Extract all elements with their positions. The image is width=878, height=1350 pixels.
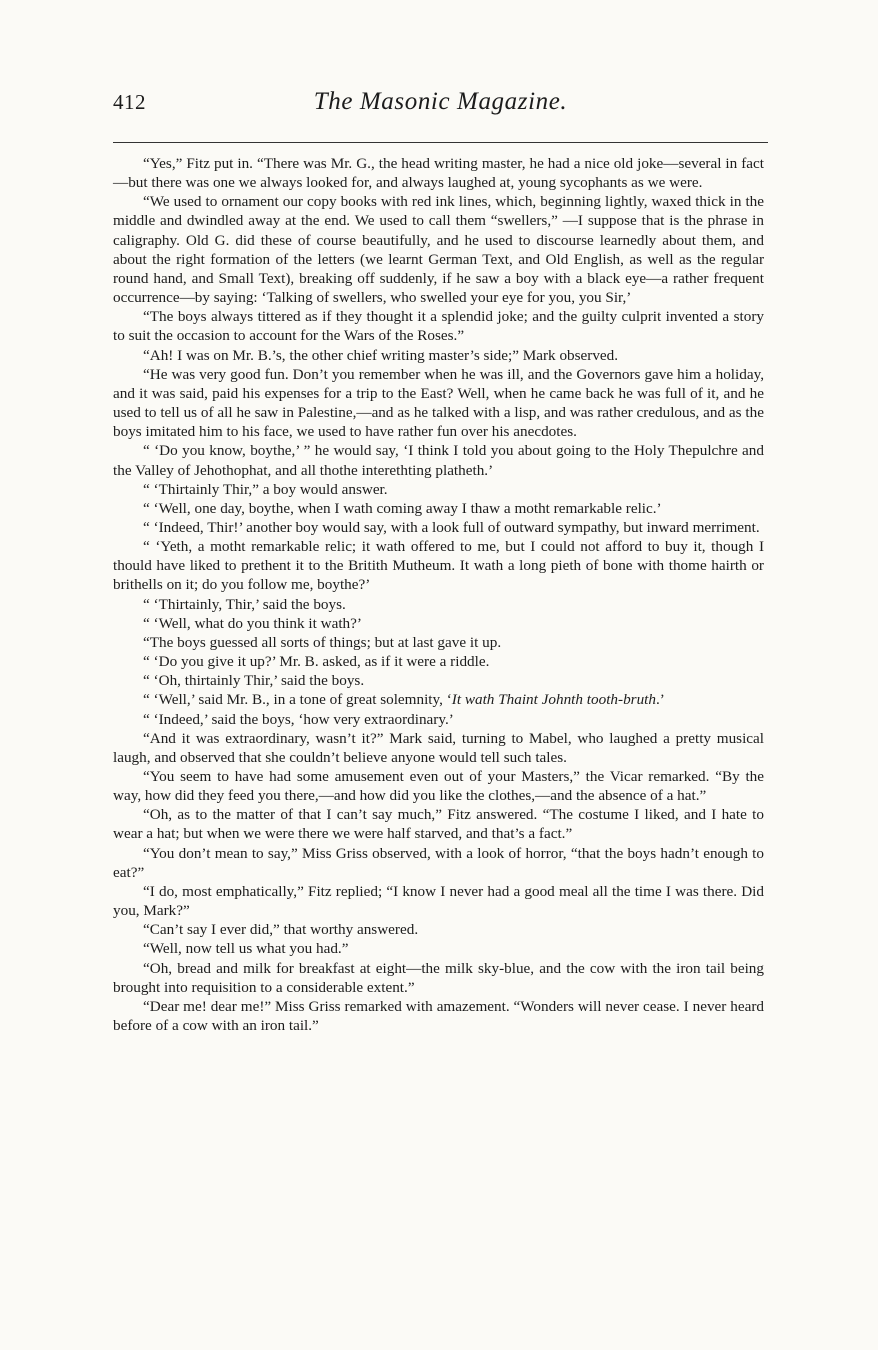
paragraph: “Ah! I was on Mr. B.’s, the other chief writing master’s side;” Mark observed. — [143, 346, 619, 364]
paragraph: “ ‘Do you know, boythe,’ ” he would say, ‘I think I told you about going to the Holy Thepulchre and the Valley of Jehothophat, and all thothe interethting platheth.’ — [113, 442, 764, 479]
paragraph: “ ‘Thirtainly, Thir,’ said the boys. — [143, 595, 346, 613]
paragraph: “ ‘Well, one day, boythe, when I wath coming away I thaw a motht remarkable relic.’ — [143, 499, 662, 517]
paragraph: “Dear me! dear me!” Miss Griss remarked with amazement. “Wonders will never cease. I never heard before of a cow with an iron tail.” — [113, 997, 764, 1035]
paragraph: “ ‘Indeed, Thir!’ another boy would say, with a look full of outward sympathy, but inward merriment. — [143, 518, 760, 536]
running-title: The Masonic Magazine. — [313, 88, 568, 115]
paragraph: “He was very good fun. Don’t you remember when he was ill, and the Governors gave him a holiday, and it was said, paid his expenses for a trip to the East? Well, when he came back he was full of it, and he used to tell us of all he saw in Palestine,—and as he talked with a lisp, and was rather credulous, and as the boys imitated him to his face, we used to have rather fun over his anecdotes. — [113, 365, 764, 441]
paragraph: “Oh, bread and milk for breakfast at eight—the milk sky-blue, and the cow with the iron tail being brought into requisition to a considerable extent.” — [113, 959, 764, 996]
paragraph: “Yes,” Fitz put in. “There was Mr. G., the head writing master, he had a nice old joke—several in fact—but there was one we always looked for, and always laughed at, young sycophants as we were. — [113, 155, 764, 192]
paragraph: “ ‘Well, what do you think it wath?’ — [143, 614, 362, 632]
paragraph: “ ‘Yeth, a motht remarkable relic; it wath offered to me, but I could not afford to buy it, though I thould have liked to prethent it to the Britith Mutheum. It wath a long pieth of bone with thome hairth or brithells on it; do you follow me, boythe?’ — [113, 538, 764, 594]
paragraph: “ ‘Do you give it up?’ Mr. B. asked, as if it were a riddle. — [143, 653, 490, 671]
header-rule — [113, 142, 768, 143]
paragraph: “ ‘Well,’ said Mr. B., in a tone of great solemnity, ‘It wath Thaint Johnth tooth-bruth.’ — [143, 691, 665, 709]
article-body — [113, 154, 764, 1035]
paragraph: “ ‘Indeed,’ said the boys, ‘how very extraordinary.’ — [143, 710, 454, 728]
paragraph: “ ‘Thirtainly Thir,” a boy would answer. — [143, 480, 388, 498]
page-number: 412 — [113, 90, 146, 114]
paragraph: “ ‘Oh, thirtainly Thir,’ said the boys. — [143, 672, 365, 690]
paragraph: “The boys always tittered as if they thought it a splendid joke; and the guilty culprit invented a story to suit the occasion to account for the Wars of the Roses.” — [113, 308, 764, 345]
page-header — [113, 90, 768, 120]
paragraph: “And it was extraordinary, wasn’t it?” Mark said, turning to Mabel, who laughed a pretty musical laugh, and observed that she couldn’t believe anyone would tell such tales. — [113, 729, 764, 766]
paragraph: “We used to ornament our copy books with red ink lines, which, beginning lightly, waxed thick in the middle and dwindled away at the end. We used to call them “swellers,” —I suppose that is the phrase in caligraphy. Old G. did these of course beautifully, and he used to discourse learnedly about them, and about the right formation of the letters (we learnt German Text, and Old English, as well as the regular round hand, and Small Text), breaking off suddenly, if he saw a boy with a black eye—a rather frequent occurrence—by saying: ‘Talking of swellers, who swelled your eye for you, you Sir,’ — [113, 193, 764, 307]
paragraph: “I do, most emphatically,” Fitz replied; “I know I never had a good meal all the time I was there. Did you, Mark?” — [113, 882, 764, 920]
paragraph: “Oh, as to the matter of that I can’t say much,” Fitz answered. “The costume I liked, and I hate to wear a hat; but when we were there we were half starved, and that’s a fact.” — [113, 806, 764, 843]
paragraph: “You seem to have had some amusement even out of your Masters,” the Vicar remarked. “By the way, how did they feed you there,—and how did you like the clothes,—and the absence of a hat.” — [113, 768, 764, 805]
paragraph: “Can’t say I ever did,” that worthy answered. — [143, 921, 419, 939]
paragraph: “The boys guessed all sorts of things; but at last gave it up. — [143, 633, 502, 651]
paragraph: “You don’t mean to say,” Miss Griss observed, with a look of horror, “that the boys hadn’t enough to eat?” — [113, 844, 764, 881]
paragraph: “Well, now tell us what you had.” — [143, 940, 349, 958]
